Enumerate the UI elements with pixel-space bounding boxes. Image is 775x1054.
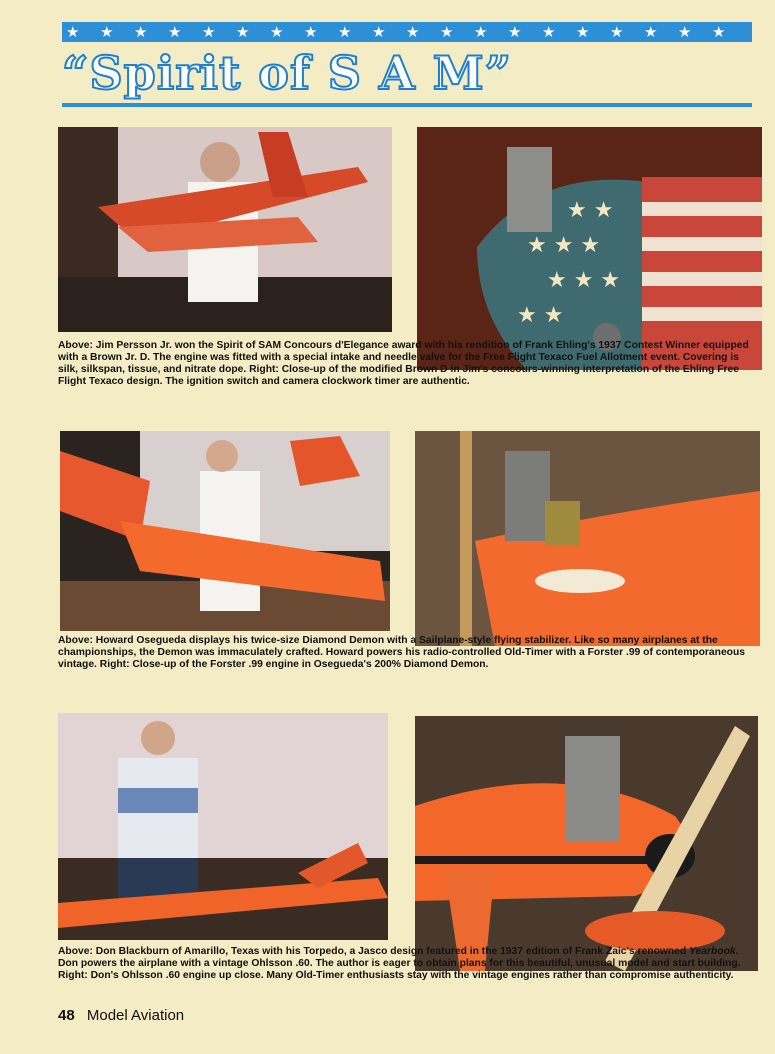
svg-text:★ ★: ★ ★ [517, 303, 564, 328]
osegueda-diamond-demon-photo [60, 431, 390, 631]
stars-banner [62, 22, 752, 42]
star-icon: ★ [508, 23, 522, 41]
star-icon: ★ [542, 23, 556, 41]
blackburn-torpedo-photo [58, 713, 388, 940]
caption-blackburn-part1: Above: Don Blackburn of Amarillo, Texas with his Torpedo, a Jasco design featured in the 1937 edition of Frank Zaic's renowned [58, 946, 690, 957]
caption-osegueda: Above: Howard Osegueda displays his twice-size Diamond Demon with a Sailplane-style flying stabilizer. Like so many airplanes at the championships, the Demon was immaculately crafted. Howard powers his radio-controlled Old-Timer with a Forster .99 of contemporaneous vintage. Right: Close-up of the Forster .99 engine in Osegueda's 200% Diamond Demon. [58, 635, 745, 670]
page-title: “Spirit of S A M” [62, 46, 513, 100]
brown-d-engine-closeup-photo [417, 127, 762, 370]
magazine-name: Model Aviation [86, 1007, 185, 1024]
star-icon: ★ [576, 23, 590, 41]
ohlsson-engine-closeup-photo [415, 716, 758, 971]
star-icon: ★ [406, 23, 420, 41]
star-icon: ★ [270, 23, 284, 41]
caption-blackburn-italic: Yearbook [689, 946, 736, 957]
svg-text:★ ★ ★: ★ ★ ★ [527, 233, 601, 258]
star-icon: ★ [100, 23, 114, 41]
star-icon: ★ [168, 23, 182, 41]
forster-engine-closeup-photo [415, 431, 760, 646]
caption-blackburn-part2: . Don powers the airplane with a vintage Ohlsson .60. The author is eager to obtain plans for this beautiful, unusual model and start building. Right: Don's Ohlsson .60 engine up close. Many Old-Timer enthusiasts stay with the vintage engines rather than compromise authenticity. [58, 946, 741, 981]
star-icon: ★ [372, 23, 386, 41]
star-icon: ★ [610, 23, 624, 41]
star-icon: ★ [440, 23, 454, 41]
star-icon: ★ [134, 23, 148, 41]
star-icon: ★ [202, 23, 216, 41]
star-icon: ★ [474, 23, 488, 41]
star-icon: ★ [236, 23, 250, 41]
star-icon: ★ [304, 23, 318, 41]
star-icon: ★ [66, 23, 80, 41]
svg-text:★ ★: ★ ★ [567, 198, 614, 223]
star-icon: ★ [678, 23, 692, 41]
caption-persson: Above: Jim Persson Jr. won the Spirit of SAM Concours d'Elegance award with his rendition of Frank Ehling's 1937 Contest Winner equipped with a Brown Jr. D. The engine was fitted with a special intake and needle valve for the Free Flight Texaco Fuel Allotment event. Covering is silk, silkspan, tissue, and nitrate dope. Right: Close-up of the modified Brown D in Jim's concours-winning interpretation of the Ehling Free Flight Texaco design. The ignition switch and camera clockwork timer are authentic. [58, 340, 749, 387]
star-icon: ★ [338, 23, 352, 41]
star-icon: ★ [644, 23, 658, 41]
caption-blackburn [58, 946, 758, 982]
svg-text:★ ★ ★: ★ ★ ★ [547, 268, 621, 293]
persson-holding-model-photo [58, 127, 392, 332]
page-number: 48 [58, 1007, 75, 1024]
star-icon: ★ [712, 23, 726, 41]
title-underline [62, 103, 752, 107]
page-footer [58, 1006, 184, 1026]
